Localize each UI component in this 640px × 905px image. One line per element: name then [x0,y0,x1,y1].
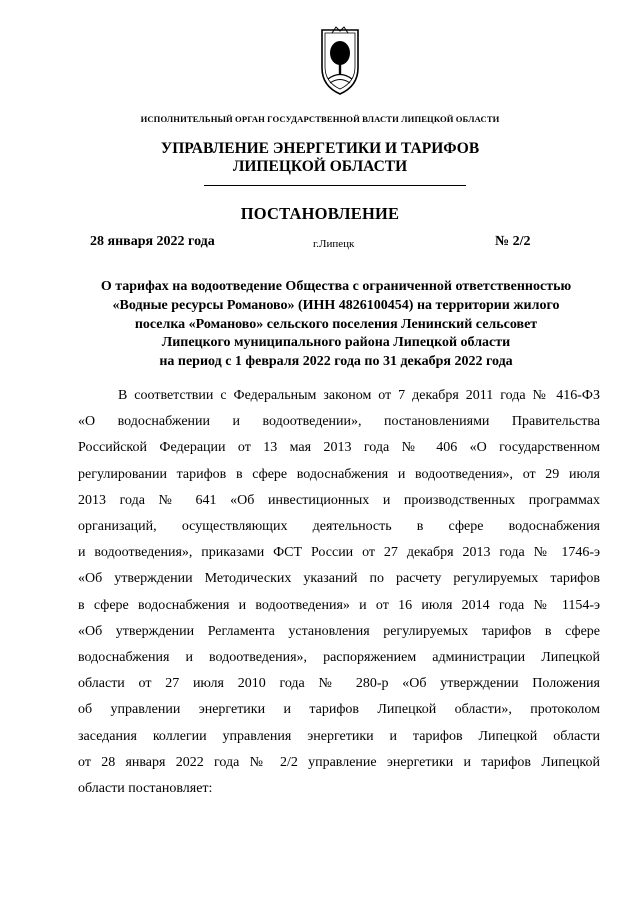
document-date: 28 января 2022 года [90,234,215,249]
body-line: заседания коллегии управления энергетики и тарифов Липецкой области [78,728,600,744]
body-line: области от 27 июля 2010 года № 280-р «Об утверждении Положения [78,676,600,692]
subject-line: Липецкого муниципального района Липецкой области [161,335,511,351]
body-line: «О водоснабжении и водоотведении», постановлениями Правительства [78,414,600,430]
body-line: Российской Федерации от 13 мая 2013 года № 406 «О государственном [78,440,600,456]
coat-of-arms-icon [318,24,362,96]
body-line: В соответствии с Федеральным законом от 7 декабря 2011 года № 416-ФЗ [118,388,600,403]
department-name-line: ЛИПЕЦКОЙ ОБЛАСТИ [232,158,408,175]
body-line: водоснабжения и водоотведения», распоряжением администрации Липецкой [78,650,600,666]
body-line: и водоотведения», приказами ФСТ России от 27 декабря 2013 года № 1746-э [78,545,600,561]
department-name-line: УПРАВЛЕНИЕ ЭНЕРГЕТИКИ И ТАРИФОВ [160,140,480,157]
body-line: 2013 года № 641 «Об инвестиционных и производственных программах [78,492,600,508]
body-line: об управлении энергетики и тарифов Липецкой области», протоколом [78,702,600,718]
document-subject [70,278,602,372]
subject-line: на период с 1 февраля 2022 года по 31 декабря 2022 года [159,354,513,370]
department-name [0,140,640,176]
subject-line: «Водные ресурсы Романово» (ИНН 4826100454) на территории жилого [112,297,560,313]
body-line: организаций, осуществляющих деятельность в сфере водоснабжения [78,519,600,535]
issuing-authority: ИСПОЛНИТЕЛЬНЫЙ ОРГАН ГОСУДАРСТВЕННОЙ ВЛАСТИ ЛИПЕЦКОЙ ОБЛАСТИ [140,114,500,124]
preamble-paragraph [78,383,600,802]
body-line: в сфере водоснабжения и водоотведения» и от 16 июля 2014 года № 1154-э [78,597,600,613]
subject-line: поселка «Романово» сельского поселения Ленинский сельсовет [134,316,538,332]
body-line: «Об утверждении Регламента установления регулируемых тарифов в сфере [78,623,600,639]
body-line: от 28 января 2022 года № 2/2 управление энергетики и тарифов Липецкой [78,754,600,770]
body-line: «Об утверждении Методических указаний по расчету регулируемых тарифов [78,571,600,587]
document-type: ПОСТАНОВЛЕНИЕ [240,204,400,223]
body-line: области постановляет: [78,781,213,797]
document-number: № 2/2 [495,234,531,249]
header-divider [204,185,466,186]
document-city: г.Липецк [313,238,355,250]
body-line: регулировании тарифов в сфере водоснабжения и водоотведения», от 29 июля [78,466,600,482]
subject-line: О тарифах на водоотведение Общества с ограниченной ответственностью [100,279,572,294]
